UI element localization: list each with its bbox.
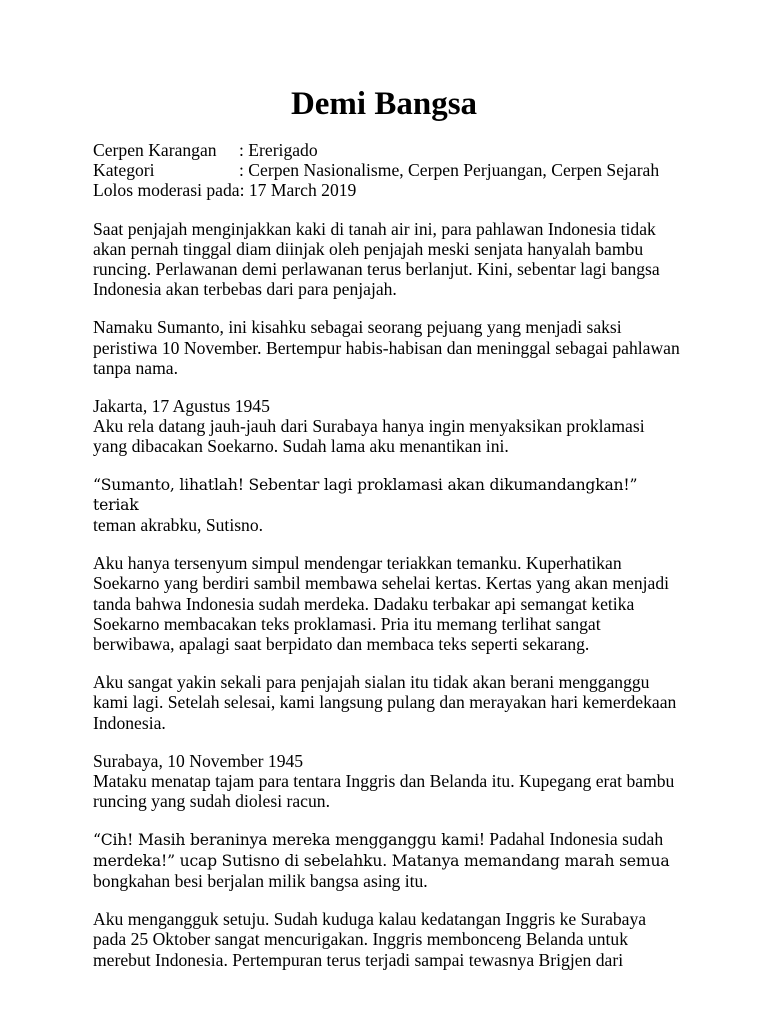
section-surabaya bbox=[93, 751, 683, 812]
section-heading-jakarta: Jakarta, 17 Agustus 1945 bbox=[93, 396, 270, 417]
paragraph-1: Saat penjajah menginjakkan kaki di tanah air ini, para pahlawan Indonesia tidak akan pernah tinggal diam diinjak oleh penjajah meski senjata hanyalah bambu runcing. Perlawanan demi perlawanan terus berlanjut. Kini, sebentar lagi bangsa Indonesia akan terbebas dari para penjajah. bbox=[93, 218, 660, 300]
category-value: : Cerpen Nasionalisme, Cerpen Perjuangan, Cerpen Sejarah bbox=[239, 160, 660, 181]
paragraph-3: Aku rela datang jauh-jauh dari Surabaya hanya ingin menyaksikan proklamasi yang dibacakan Soekarno. Sudah lama aku menantikan ini. bbox=[93, 416, 645, 457]
section-heading-surabaya: Surabaya, 10 November 1945 bbox=[93, 750, 304, 771]
author-row bbox=[93, 140, 683, 160]
category-row bbox=[93, 160, 683, 180]
story-title: Demi Bangsa bbox=[290, 86, 478, 122]
paragraph-5: Aku hanya tersenyum simpul mendengar teriakkan temanku. Kuperhatikan Soekarno yang berdiri sambil membawa sehelai kertas. Kertas yang akan menjadi tanda bahwa Indonesia sudah merdeka. Dadaku terbakar api semangat ketika Soekarno membacakan teks proklamasi. Pria itu memang terlihat sangat berwibawa, apalagi saat berpidato dan membaca teks seperti sekarang. bbox=[93, 553, 669, 655]
paragraph-8-line-1 bbox=[93, 829, 683, 850]
moderation-row: Lolos moderasi pada: 17 March 2019 bbox=[93, 180, 357, 201]
paragraph-8 bbox=[93, 829, 683, 891]
paragraph-4 bbox=[93, 475, 683, 536]
paragraph-6: Aku sangat yakin sekali para penjajah sialan itu tidak akan berani mengganggu kami lagi. Setelah selesai, kami langsung pulang dan merayakan hari kemerdekaan Indonesia. bbox=[93, 672, 677, 733]
dialogue-quote-1: “Sumanto, lihatlah! Sebentar lagi proklamasi akan dikumandangkan!” teriak bbox=[93, 475, 638, 514]
paragraph-7: Mataku menatap tajam para tentara Inggris dan Belanda itu. Kupegang erat bambu runcing yang sudah diolesi racun. bbox=[93, 771, 675, 812]
section-jakarta bbox=[93, 396, 683, 457]
story-content bbox=[93, 140, 683, 970]
paragraph-9: Aku mengangguk setuju. Sudah kuduga kalau kedatangan Inggris ke Surabaya pada 25 Oktober sangat mencurigakan. Inggris membonceng Belanda untuk merebut Indonesia. Pertempuran terus terjadi sampai tewasnya Brigjen dari bbox=[93, 909, 647, 970]
author-value: : Ererigado bbox=[239, 140, 318, 160]
dialogue-quote-2a: “Cih! Masih beraninya mereka mengganggu kami bbox=[93, 831, 479, 850]
dialogue-tail-1: teman akrabku, Sutisno. bbox=[93, 515, 264, 536]
dialogue-tail-2a: ! Padahal Indonesia sudah bbox=[478, 829, 664, 850]
dialogue-quote-2b: merdeka!” ucap Sutisno di sebelahku. Matanya memandang marah semua bbox=[93, 851, 670, 870]
paragraph-2: Namaku Sumanto, ini kisahku sebagai seorang pejuang yang menjadi saksi peristiwa 10 November. Bertempur habis-habisan dan meninggal sebagai pahlawan tanpa nama. bbox=[93, 317, 680, 378]
author-label: Cerpen Karangan bbox=[93, 140, 217, 160]
category-label: Kategori bbox=[93, 160, 155, 181]
paragraph-8-line-3: bongkahan besi berjalan milik bangsa asing itu. bbox=[93, 870, 428, 891]
